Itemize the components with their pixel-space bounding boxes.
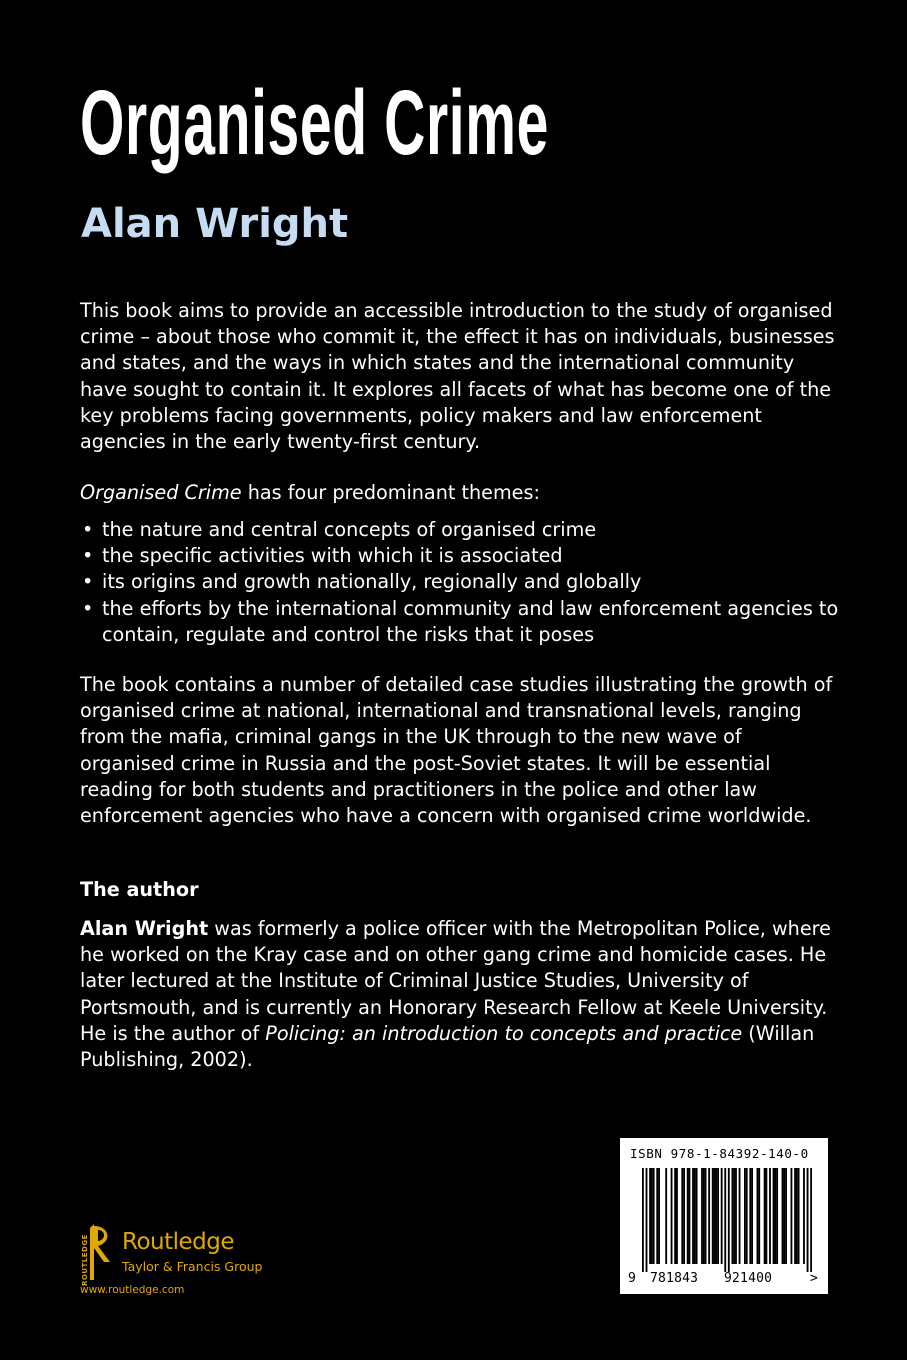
theme-item-text: its origins and growth nationally, regionally and globally	[102, 570, 642, 594]
barcode-bar	[703, 1168, 705, 1264]
barcode-bar	[715, 1168, 717, 1264]
publisher-group: Taylor & Francis Group	[122, 1259, 263, 1274]
barcode-bar	[683, 1168, 685, 1264]
barcode-guard-bar	[646, 1168, 648, 1272]
barcode-digit-first: 9	[628, 1271, 637, 1286]
barcode-digits-left: 781843	[650, 1271, 699, 1286]
barcode-bar	[751, 1168, 753, 1264]
barcode-bar	[749, 1168, 751, 1264]
author-bio-text-2: (Willan Publishing, 2002).	[80, 1021, 815, 1072]
barcode-bar	[733, 1168, 735, 1264]
barcode-bar	[656, 1168, 658, 1264]
barcode-end-marker: >	[810, 1271, 819, 1286]
barcode-bar	[674, 1168, 676, 1264]
themes-intro	[80, 480, 840, 506]
publisher-url: www.routledge.com	[80, 1284, 185, 1296]
barcode-bar	[681, 1168, 683, 1264]
barcode-bar	[739, 1168, 741, 1264]
barcode-bar	[769, 1168, 771, 1264]
barcode-bar	[796, 1168, 798, 1264]
barcode-bar	[658, 1168, 660, 1264]
barcode-bar	[798, 1168, 800, 1264]
theme-item	[80, 596, 840, 648]
isbn-label: ISBN 978-1-84392-140-0	[630, 1146, 809, 1161]
barcode-bar	[708, 1168, 710, 1264]
theme-item-text: the nature and central concepts of organised crime	[102, 518, 597, 541]
barcode-guard-bar	[807, 1168, 809, 1272]
logo-vertical-label: ROUTLEDGE	[81, 1234, 89, 1286]
bullet-icon: •	[82, 518, 94, 541]
theme-item-text: the efforts by the international community and law enforcement agencies to contain, regulate and control the risks that it poses	[102, 596, 839, 646]
theme-item	[80, 543, 840, 569]
cover-author-name: Alan Wright	[81, 201, 349, 247]
barcode-bar	[692, 1168, 694, 1264]
author-bio	[80, 916, 840, 1073]
barcode-bar	[721, 1168, 723, 1264]
barcode-bar	[758, 1168, 760, 1264]
publisher-logo	[80, 1222, 320, 1302]
theme-item-text: the specific activities with which it is associated	[102, 544, 563, 568]
about-author-heading: The author	[80, 878, 199, 901]
barcode-bar	[794, 1168, 796, 1264]
themes-list	[80, 517, 840, 648]
barcode-guard-bar	[728, 1168, 730, 1272]
barcode-bar	[731, 1168, 733, 1264]
themes-intro-text: has four predominant themes:	[241, 481, 540, 504]
blurb-paragraph-2: The book contains a number of detailed case studies illustrating the growth of organised crime at national, international and transnational levels, ranging from the mafia, criminal gangs in the UK through to the new wave of organised crime in Russia and the post-Soviet states. It will be essential reading for both students and practitioners in the police and other law enforcement agencies who have a concern with organised crime worldwide.	[80, 673, 833, 828]
barcode-bar	[696, 1168, 698, 1264]
barcode-guard-bar	[724, 1168, 726, 1272]
barcode-bar	[735, 1168, 737, 1264]
barcode-guard-bar	[810, 1168, 812, 1272]
barcode-bar	[651, 1168, 653, 1264]
barcode-bar	[776, 1168, 778, 1264]
barcode-digits-right: 921400	[724, 1271, 773, 1286]
theme-item	[80, 517, 840, 543]
previous-book-title: Policing: an introduction to concepts and practice	[265, 1021, 743, 1045]
barcode-bar	[717, 1168, 719, 1264]
barcode-bar	[803, 1168, 805, 1264]
barcode-bar	[782, 1168, 784, 1264]
book-title: Organised Crime	[80, 72, 549, 174]
author-bio-name: Alan Wright	[80, 917, 209, 940]
isbn-barcode	[620, 1138, 828, 1294]
barcode-bar	[712, 1168, 714, 1264]
publisher-name: Routledge	[122, 1229, 235, 1255]
bullet-icon: •	[82, 596, 94, 620]
barcode-bar	[774, 1168, 776, 1264]
barcode-bar	[694, 1168, 696, 1264]
barcode-bar	[671, 1168, 673, 1264]
barcode-bar	[701, 1168, 703, 1264]
barcode-bar	[676, 1168, 678, 1264]
barcode-bar	[714, 1168, 716, 1264]
theme-item	[80, 569, 840, 595]
bullet-icon: •	[82, 544, 94, 568]
barcode-bar	[705, 1168, 707, 1264]
barcode-bar	[773, 1168, 775, 1264]
bullet-icon: •	[82, 570, 94, 594]
barcode-bar	[744, 1168, 746, 1264]
barcode-bar	[649, 1168, 651, 1264]
barcode-bar	[687, 1168, 689, 1264]
barcode-bar	[665, 1168, 667, 1264]
barcode-bar	[757, 1168, 759, 1264]
barcode-bar	[653, 1168, 655, 1264]
barcode-bar	[689, 1168, 691, 1264]
barcode-bars-icon	[642, 1168, 812, 1272]
barcode-bar	[791, 1168, 793, 1264]
author-bio-text-1: was formerly a police officer with the Metropolitan Police, where he worked on the Kray case and on other gang crime and homicide cases. He later lectured at the Institute of Criminal Justice Studies, University of Portsmouth, and is currently an Honorary Research Fellow at Keele University. He is the author of	[80, 917, 831, 1045]
barcode-bar	[764, 1168, 766, 1264]
barcode-bar	[765, 1168, 767, 1264]
barcode-guard-bar	[642, 1168, 644, 1272]
barcode-bar	[783, 1168, 785, 1264]
themes-intro-book-title: Organised Crime	[80, 481, 242, 504]
blurb-paragraph-1: This book aims to provide an accessible introduction to the study of organised crime – about those who commit it, the effect it has on individuals, businesses and states, and the ways in which states and the international community have sought to contain it. It explores all facets of what has become one of the key problems facing governments, policy makers and law enforcement agencies in the early twenty-first century.	[80, 299, 835, 454]
barcode-bar	[746, 1168, 748, 1264]
barcode-bar	[785, 1168, 787, 1264]
